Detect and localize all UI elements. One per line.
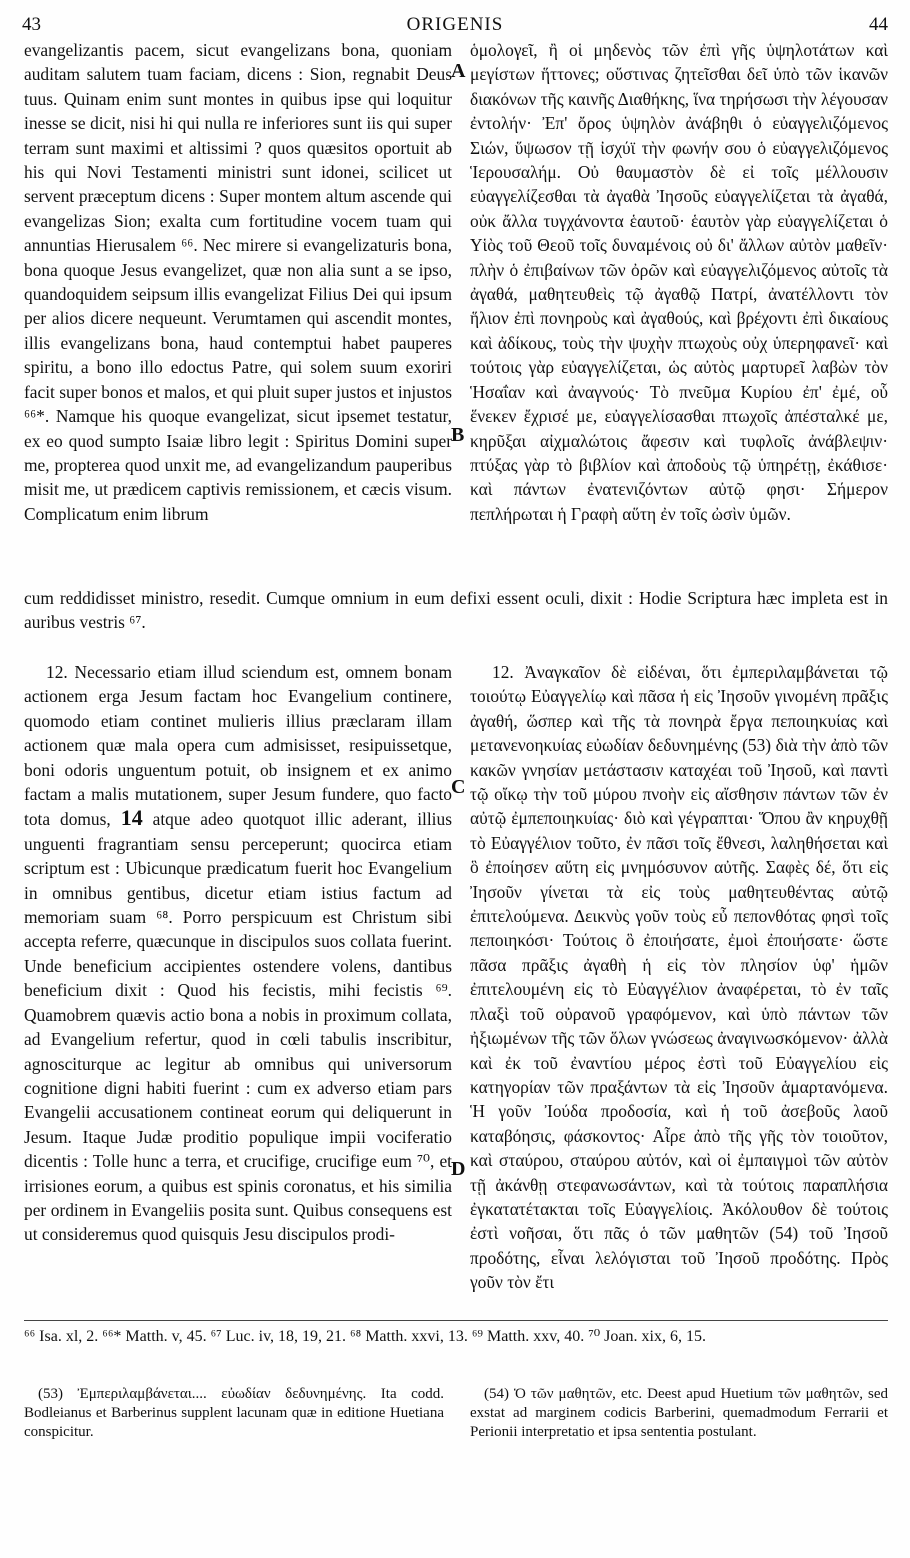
page-number-left: 43 [22, 14, 41, 35]
running-title: ORIGENIS [406, 14, 504, 35]
note-54: (54) Ὁ τῶν μαθητῶν, etc. Deest apud Huetium τῶν μαθητῶν, sed exstat ad marginem codicis Barberini, quemadmodum Ferrarii et Perionii interpretatio et ipsa sententia postulant. [470, 1386, 888, 1440]
column-number-marker: 14 [120, 805, 143, 831]
margin-letter-a: A [451, 60, 466, 82]
latin-span-text: cum reddidisset ministro, resedit. Cumque omnium in eum defixi essent oculi, dixit : Hodie Scriptura hæc impleta est in auribus vestris ⁶⁷. [24, 588, 888, 632]
margin-letter-b: B [451, 424, 465, 446]
latin-paragraph-top: evangelizantis pacem, sicut evangelizans bona, quoniam auditam salutem tuam faciam, dicens : Sion, regnabit Deus tuus. Quinam enim sunt montes in quibus ipse qui loquitur inesse se dicit, nisi hi qui nulla re inferiores sunt iis qui super terram sunt maximi et altissimi ? quos quæsitos oportuit ab his qui Novi Testamenti ministri sunt idonei, scilicet ut servent præceptum dicens : Super montem altum ascende qui evangelizas Sion; exalta cum fortitudine vocem tuam qui annuntias Hierusalem ⁶⁶. Nec mirere si evangelizaturis bona, bona quoque Jesus evangelizet, quæ non alia sunt a se ipso, quandoquidem seipsum illis evangelizat Filius Dei qui ipsum per alios dicere nequeunt. Verumtamen qui ascendit montes, illis evangelizans bona, haud contemptui habet pauperes spiritu, a bono illo edoctus Patre, qui solem suum exoriri facit super bonos et malos, et qui pluit super justos et injustos ⁶⁶*. Namque his quoque evangelizat, sicut ipsemet testatur, ex eo quod sumpto Isaiæ libro legit : Spiritus Domini super me, propterea quod unxit me, ad evangelizandum pauperibus misit me, ut prædicem captivis remissionem, et cæcis visum. Complicatum enim librum [24, 40, 452, 524]
latin-text-b: atque adeo quotquot illic aderant, illius unguenti fragrantiam sensu perceperunt; quocirca etiam scriptum est : Ubicunque prædicatum fuerit hoc Evangelium in omnibus gentibus, dicetur etiam istius factum ad memoriam suam ⁶⁸. Porro perspicuum est Christum sibi accepta referre, quæcunque in discipulos suos collata fuerint. Unde beneficium accipientes ostendere volens, dantibus beneficium dixit : Quod his fecistis, mihi fecistis ⁶⁹. Quamobrem quævis actio bona a nobis in proximum collata, ad Evangelium refertur, quod in cœli tabulis inscribitur, agnosciturque ac legitur ab omnibus qui universorum cognitione digni habiti fuerint : cum ex adverso etiam pars Evangelii accusationem contineat eorum qui deliquerunt in Jesum. Itaque Judæ proditio populique impii vociferatio dicentis : Tolle hunc a terra, et crucifige, crucifige eum ⁷⁰, et irrisiones eorum, a quibus est spinis coronatus, et his similia per ordinem in Evangeliis posita sunt. Quibus consequens est ut consideremus quod quisquis Jesu discipulos prodi- [24, 809, 452, 1245]
footnote-divider [24, 1320, 888, 1321]
page-number-right: 44 [869, 14, 888, 35]
footnote-references: ⁶⁶ Isa. xl, 2. ⁶⁶* Matth. v, 45. ⁶⁷ Luc. iv, 18, 19, 21. ⁶⁸ Matth. xxvi, 13. ⁶⁹ Matth. xxv, 40. ⁷⁰ Joan. xix, 6, 15. [24, 1328, 706, 1345]
margin-letter-c: C [451, 776, 466, 798]
margin-letter-d: D [451, 1158, 466, 1180]
latin-column-top [24, 38, 452, 526]
greek-column-top [470, 38, 888, 526]
running-header [22, 14, 888, 40]
greek-column-bottom [470, 660, 888, 1295]
latin-spanning-line [24, 586, 888, 634]
greek-paragraph-12: 12. Ἀναγκαῖον δὲ εἰδέναι, ὅτι ἐμπεριλαμβάνεται τῷ τοιούτῳ Εὐαγγελίῳ καὶ πᾶσα ἡ εἰς Ἰησοῦν γινομένη πρᾶξις ἀγαθή, ὥσπερ καὶ τῆς τὰ πονηρὰ ἔργα πεποιηκυίας καὶ μετανενοηκυίας εὐωδίαν δεδυνημένης (53) διὰ τὴν ἀπὸ τῶν κακῶν γνησίαν μετάστασιν καταχέαι τοῦ Ἰησοῦ, καὶ παντὶ τῷ οἴκῳ τὴν τοῦ μύρου πνοὴν εἰς αἴσθησιν πάντων τῶν ἐν αὐτῷ ἐμπεποιηκυίας· διὸ καὶ γέγραπται· Ὅπου ἂν κηρυχθῇ τὸ Εὐαγγέλιον τοῦτο, ἐν πᾶσι τοῖς ἔθνεσι, λαληθήσεται καὶ ὃ ἐποίησεν αὕτη εἰς μνημόσυνον αὐτῆς. Σαφὲς δέ, ὅτι εἰς Ἰησοῦν γίνεται τὰ εἰς τοὺς μαθητευθέντας αὐτῷ ἐπιτελούμενα. Δεικνὺς γοῦν τοὺς εὖ πεπονθότας φησὶ τοῖς πεποιηκόσι· Τούτοις ὃ ἐποιήσατε, ἐμοὶ ἐποιήσατε· ὥστε πᾶσα πρᾶξις ἀγαθὴ ἡ εἰς τὸν πλησίον ὑφ' ἡμῶν ἐπιτελουμένη εἰς τὸ Εὐαγγέλιον ἀναφέρεται, τὸ ἐν ταῖς πλαξὶ τοῦ οὐρανοῦ γραφόμενον, καὶ ὑπὸ πάντων τῶν ἠξιωμένων τῆς τῶν ὅλων γνώσεως ἀναγινωσκόμενον· ἀλλὰ καὶ ἐκ τοῦ ἐναντίου μέρος ἐστὶ τοῦ Εὐαγγελίου εἰς κατηγορίαν τῶν πραξάντων τὰ εἰς Ἰησοῦν ἁμαρτανόμενα. Ἡ γοῦν Ἰούδα προδοσία, καὶ ἡ τοῦ ἀσεβοῦς λαοῦ καταβόησις, φάσκοντος· Αἶρε ἀπὸ τῆς γῆς τὸν τοιοῦτον, καὶ σταύρου, σταύρου αὐτόν, καὶ οἱ ἐμπαιγμοὶ τῶν αὐτὸν τῇ ἀκάνθῃ στεφανωσάντων, καὶ τὰ τούτοις παραπλήσια ἐγκατατέτακται τοῖς Εὐαγγελίοις. Ἀκόλουθον δὲ τούτοις ἐστὶ νοῆσαι, ὅτι πᾶς ὁ τῶν μαθητῶν (54) τοῦ Ἰησοῦ προδότης, εἶναι λελόγισται τοῦ Ἰησοῦ προδότης. Πρὸς γοῦν τὸν ἔτι [470, 662, 888, 1293]
greek-paragraph-top: ὁμολογεῖ, ἢ οἱ μηδενὸς τῶν ἐπὶ γῆς ὑψηλοτάτων καὶ μεγίστων ἥττονες; οὕστινας ζητεῖσθαι δεῖ ὑπὸ τῶν ἱκανῶν διακόνων τῆς καινῆς Διαθήκης, ἵνα τηρήσωσι τὴν λέγουσαν ἐντολήν· Ἐπ' ὄρος ὑψηλὸν ἀνάβηθι ὁ εὐαγγελιζόμενος Σιών, ὕψωσον τῇ ἰσχύϊ τὴν φωνήν σου ὁ εὐαγγελιζόμενος Ἱερουσαλήμ. Οὐ θαυμαστὸν δὲ εἰ τοῖς μέλλουσιν εὐαγγελίζεσθαι τὰ ἀγαθὰ Ἰησοῦς εὐαγγελίζεται τὰ ἀγαθά, οὐκ ἄλλα τυγχάνοντα ἑαυτοῦ· ἑαυτὸν γὰρ εὐαγγελίζεται ὁ Υἱὸς τοῦ Θεοῦ τοῖς δυναμένοις οὐ δι' ἄλλων αὐτὸν μαθεῖν· πλὴν ὁ ἐπιβαίνων τῶν ὀρῶν καὶ εὐαγγελιζόμενος αὐτοῖς τὰ ἀγαθά, μαθητευθεὶς τῷ ἀγαθῷ Πατρί, ἀνατέλλοντι τὸν ἥλιον ἐπὶ πονηροὺς καὶ ἀγαθούς, καὶ βρέχοντι ἐπὶ δικαίους καὶ ἀδίκους, τοὺς τὴν ψυχὴν πτωχοὺς οὐχ ὑπερηφανεῖ· καὶ τούτοις γὰρ εὐαγγελίζεται, ὡς αὐτὸς μαρτυρεῖ λαβὼν τὸν Ἡσαΐαν καὶ ἀναγνούς· Τὸ πνεῦμα Κυρίου ἐπ' ἐμέ, οὗ ἕνεκεν ἔχρισέ με, εὐαγγελίσασθαι πτωχοῖς ἀπέσταλκέ με, κηρῦξαι αἰχμαλώτοις ἄφεσιν καὶ τυφλοῖς ἀνάβλεψιν· πτύξας γὰρ τὸ βιβλίον καὶ ἀποδοὺς τῷ ὑπηρέτῃ, ἐκάθισε· καὶ πάντων ἐνατενιζόντων αὐτῷ φησι· Σήμερον πεπλήρωται ἡ Γραφὴ αὕτη ἐν τοῖς ὠσὶν ὑμῶν. [470, 40, 888, 524]
latin-column-bottom [24, 660, 452, 1247]
latin-text-a: 12. Necessario etiam illud sciendum est, omnem bonam actionem erga Jesum factam hoc Evangelium continere, quomodo etiam continet mulieris illius præclaram illam actionem quæ mala opera cum admisisset, resipuissetque, boni odoris unguentum potuit, ob insignem et ex animo factam a malis mutationem, super Jesum fundere, quo facto tota domus, [24, 662, 452, 830]
note-53: (53) Ἐμπεριλαμβάνεται.... εὐωδίαν δεδυνημένης. Ita codd. Bodleianus et Barberinus supplent lacunam quæ in editione Huetiana conspicitur. [24, 1386, 444, 1440]
latin-paragraph-12 [24, 660, 452, 1247]
